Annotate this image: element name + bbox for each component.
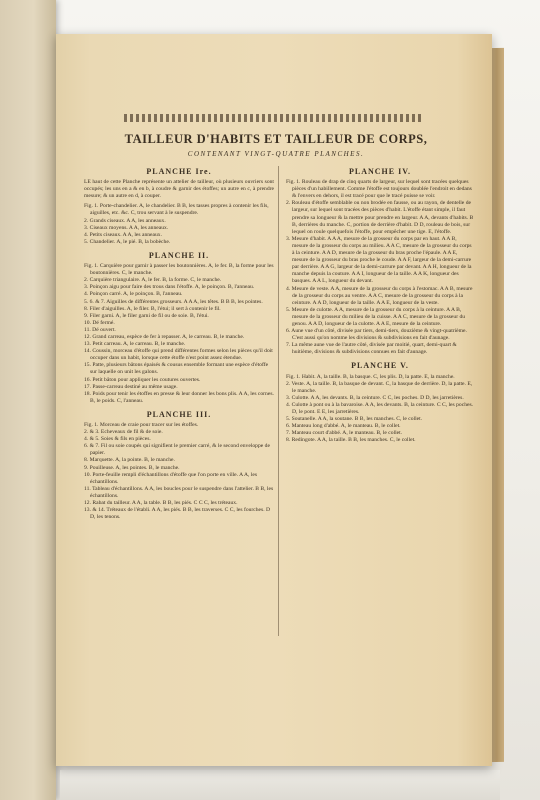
figure-entry: 4. Petits ciseaux. A A, les anneaux. bbox=[84, 231, 162, 238]
figure-entry: 3. Ciseaux moyens. A A, les anneaux. bbox=[84, 224, 169, 231]
figure-entry: 3. Mesure d'habit. A A A, mesure de la grosseur du corps par en haut. A A B, mesure de la grosseur du corps au milieu. A A C, mesure de la grosseur du corps à la ceinture. A A D, mesure de la grosseur du bras proche l'épaule. A A E, mesure de la grosseur du bras proche le coude. A A F, largeur de la demi-carrure par derrière. A A G, largeur de la demi-carrure par devant. A A H, longueur de la manche depuis la couture. A A I, longueur de la taille. A A K, longueur des basques. A A L, longueur du devant. bbox=[286, 235, 472, 285]
figure-entry: 11. Tableau d'échantillons. A A, les boucles pour le suspendre dans l'attelier. B B, les échantillons. bbox=[84, 485, 274, 499]
figure-entry: 8. Marquette. A, la pointe. B, le manche. bbox=[84, 457, 175, 464]
plate-heading: PLANCHE IV. bbox=[349, 167, 411, 176]
figure-entry: 2. & 3. Echeveaux de fil & de soie. bbox=[84, 429, 163, 436]
figure-entry: 5. Soutanelle. A A, la soutane. B B, les manches. C, le collet. bbox=[286, 416, 423, 423]
figure-entry: 10. Porte-feuille rempli d'échantillons d'étoffe que l'on porte en ville. A A, les échantillons. bbox=[84, 471, 258, 485]
figure-entry: Fig. 1. Habit. A, la taille. B, la basque. C, les plis. D, la patte. E, la manche. bbox=[286, 373, 455, 380]
figure-entry: 2. Grands ciseaux. A A, les anneaux. bbox=[84, 217, 166, 224]
figure-entry: 12. Grand carreau, espèce de fer à repasser. A, le carreau. B, le manche. bbox=[84, 333, 245, 340]
figure-entry: 3. Culotte. A A, les devants. B, la ceinture. C C, les poches. D D, les jarretières. bbox=[286, 394, 464, 401]
figure-entry: 11. Dé ouvert. bbox=[84, 326, 116, 333]
figure-entry: Fig. 1. Porte-chandelier. A, le chandelier. B B, les tasses propres à contenir les fils, aiguilles, etc. &c. C, trou servant à le suspendre. bbox=[84, 203, 269, 217]
figure-entry: 5. 6. & 7. Aiguilles de différentes grosseurs. A A A, les têtes. B B B, les pointes. bbox=[84, 298, 263, 305]
figure-entry: 13. & 14. Tréteaux de l'établi. A A, les piés. B B, les traverses. C C, les fourches. D D, les tenons. bbox=[84, 507, 271, 521]
plate-intro: LE haut de cette Planche représente un attelier de tailleur, où plusieurs ouvriers sont occupés; les uns en a & en b, à coudre & garnir des étoffes; un autre en c, à prendre mesure; & un autre en d, à couper. bbox=[84, 179, 274, 200]
figure-entry: Fig. 1. Carquière pour garnir à passer les boutonnières. A, le fer. B, la forme pour les boutonnières. C, le manche. bbox=[84, 263, 274, 277]
figure-entry: 15. Patte, plusieurs bâtons épaisés & cousus ensemble formant une espèce d'étoffe sur laquelle on unit les galons. bbox=[84, 362, 269, 376]
page-subtitle: CONTENANT VINGT-QUATRE PLANCHES. bbox=[187, 150, 365, 158]
figure-entry: 18. Poids pour tenir les étoffes en presse & leur donner les bons plis. A A, les cornes. B, le poids. C, l'anneau. bbox=[84, 390, 274, 404]
book-stand bbox=[60, 770, 500, 800]
figure-entry: 5. Chandelier. A, le pié. B, la bobèche. bbox=[84, 238, 171, 245]
figure-entry: 6. & 7. Fil ou soie coupés qui signifient le premier carré, & le second enveloppe de papier. bbox=[84, 443, 270, 457]
figure-entry: 5. Mesure de culotte. A A, mesure de la grosseur du corps à la ceinture. A A B, mesure de la grosseur du milieu de la cuisse. A A C, mesure de la grosseur du genou. A A D, longueur de la culotte. A A E, mesure de la ceinture. bbox=[286, 306, 466, 327]
figure-entry: 17. Passe-carreau destiné au même usage. bbox=[84, 383, 178, 390]
figure-entry: 4. Mesure de veste. A A, mesure de la grosseur du corps à l'estomac. A A B, mesure de la grosseur du corps au ventre. A A C, mesure de la grosseur du corps à la ceinture. A A D, longueur de la taille. A A E, longueur de la veste. bbox=[286, 285, 473, 306]
book-page bbox=[56, 34, 492, 766]
figure-entry: 6. Aune vue d'un côté, divisée par tiers, demi-tiers, douzième & vingt-quatrième. C'est aussi qu'on nomme les divisions & subdivisions en fait d'aunage. bbox=[286, 328, 467, 342]
figure-entry: 2. Veste. A, la taille. B, la basque de devant. C, la basque de derrière. D, la patte. E, le manche. bbox=[286, 380, 473, 394]
figure-entry: 6. Manteau long d'abbé. A, le manteau. B, le collet. bbox=[286, 423, 401, 430]
plate-heading: PLANCHE Ire. bbox=[146, 167, 212, 176]
figure-entry: 2. Rouleau d'étoffe semblable ou non brodée en fausse, ou au rayon, de dentelle de largeur, sur lequel sont tracées des pièces d'habit. L'étoffe étant simple, il faut prendre sa longueur & la mettre pour prendre en largeur. A A, devants d'habits. B B, derrières du manche. C, portion de derrière d'habit. D D, rouleau de bois, sur lequel on roule quelquefois l'étoffe, pour empêcher une tige. E, l'étoffe. bbox=[286, 200, 474, 235]
figure-entry: 9. Pouilleuse. A, les pointes. B, le manche. bbox=[84, 464, 180, 471]
plate-heading: PLANCHE II. bbox=[148, 250, 210, 260]
right-column bbox=[286, 162, 474, 444]
ornament-border bbox=[124, 114, 424, 122]
figure-entry: 9. Filer garni. A, le filer garni de fil ou de soie. B, l'étui. bbox=[84, 312, 209, 319]
plate-heading: PLANCHE V. bbox=[351, 361, 409, 371]
figure-entry: 16. Petit bâton pour appliquer les coutures ouvertes. bbox=[84, 376, 201, 383]
column-rule bbox=[278, 166, 279, 636]
figure-entry: Fig. 1. Morceau de craie pour tracer sur les étoffes. bbox=[84, 422, 199, 428]
figure-entry: 12. Rabat du tailleur. A A, la table. B B, les piés. C C C, les tréteaux. bbox=[84, 500, 238, 507]
book-cover bbox=[0, 0, 56, 800]
figure-entry: 4. & 5. Soies & fils en pièces. bbox=[84, 436, 151, 443]
left-column bbox=[84, 162, 274, 521]
figure-entry: 8. Filer d'aiguilles. A, le filer. B, l'étui; il sert à contenir le fil. bbox=[84, 305, 221, 312]
figure-entry: 4. Culotte à pont ou à la bavaroise. A A, les devants. B, la ceinture. C C, les poches. D, le pont. E E, les jarretières. bbox=[286, 401, 474, 415]
figure-entry: 8. Redingote. A A, la taille. B B, les manches. C, le collet. bbox=[286, 437, 416, 444]
figure-entry: 10. Dé fermé. bbox=[84, 319, 115, 326]
figure-entry: 7. La même aune vue de l'autre côté, divisée par moitié, quart, demi-quart & huitième, divisions & subdivisions connues en fait d'aunage. bbox=[286, 342, 457, 356]
figure-entry: 3. Poinçon aigu pour faire des trous dans l'étoffe. A, le poinçon. B, l'anneau. bbox=[84, 284, 255, 291]
figure-entry: 2. Carquière triangulaire. A, le fer. B, la forme. C, le manche. bbox=[84, 277, 222, 284]
figure-entry: 13. Petit carreau. A, le carreau. B, le manche. bbox=[84, 341, 186, 348]
figure-entry: 7. Manteau court d'abbé. A, le manteau. B, le collet. bbox=[286, 430, 403, 437]
figure-entry: 4. Poinçon carré. A, le poinçon. B, l'anneau. bbox=[84, 291, 183, 298]
plate-heading: PLANCHE III. bbox=[146, 409, 212, 419]
figure-entry: 14. Coussin, morceau d'étoffe qui prend différentes formes selon les pièces qu'il doit occuper dans un habit, lorsque cette étoffe n'est point assez étendue. bbox=[84, 348, 273, 362]
page-title: TAILLEUR D'HABITS ET TAILLEUR DE CORPS, bbox=[124, 132, 428, 146]
figure-entry: Fig. 1. Rouleau de drap de cinq quarts de largeur, sur lequel sont tracées quelques pièces d'un habillement. Comme l'étoffe est toujours doublée l'endroit en dedans & l'envers en dehors, il est tracé pour que le tracé puisse se voir. bbox=[286, 179, 472, 200]
